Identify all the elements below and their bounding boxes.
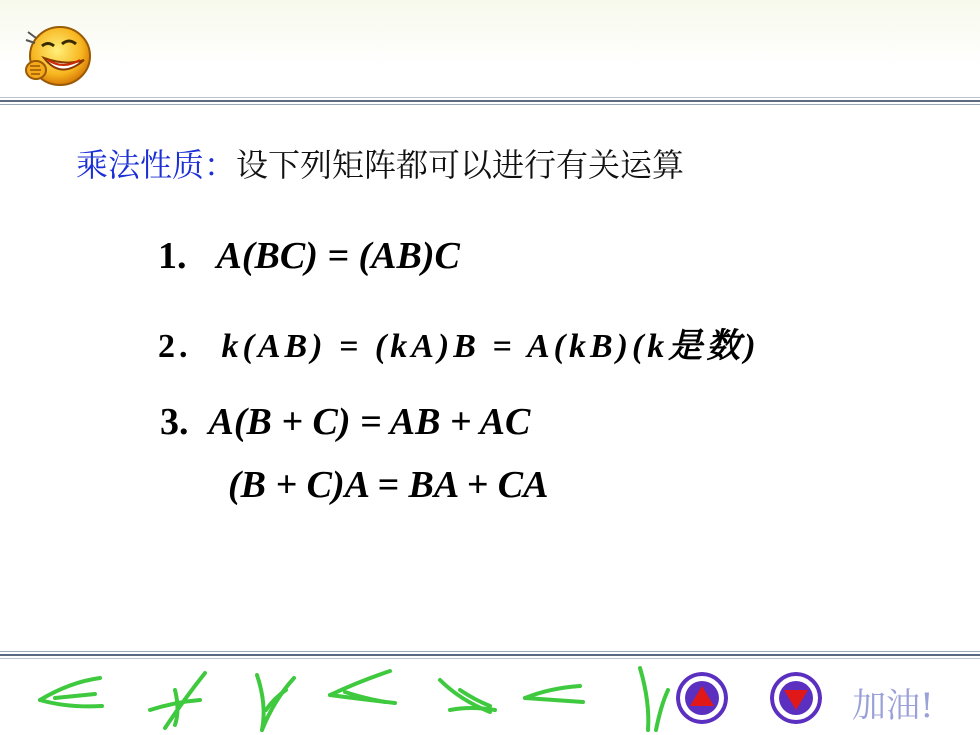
previous-slide-button[interactable]: [676, 672, 728, 724]
property-1: [158, 234, 460, 278]
property-3b: [228, 463, 549, 507]
property-formula: A(BC) = (AB)C: [216, 235, 460, 277]
header-rule: [0, 100, 980, 102]
heading-description: 设下列矩阵都可以进行有关运算: [236, 146, 685, 184]
smiley-emoji-icon: [22, 22, 92, 88]
cheer-text: 加油!: [852, 686, 934, 726]
heading-topic: 乘法性质：: [76, 146, 237, 184]
property-3: [160, 400, 530, 444]
top-band: [0, 0, 980, 96]
property-number: 3.: [160, 401, 189, 443]
property-number: 2.: [158, 328, 192, 365]
next-slide-button[interactable]: [770, 672, 822, 724]
property-2: [158, 318, 760, 367]
header-rule-light: [0, 97, 980, 98]
leaf-decoration: [0, 650, 700, 735]
property-number: 1.: [158, 235, 187, 277]
property-formula: (B + C)A = BA + CA: [228, 464, 549, 506]
slide-heading: [76, 143, 684, 187]
property-formula: A(B + C) = AB + AC: [208, 401, 531, 443]
header-rule-thin: [0, 104, 980, 105]
property-formula: k(AB) = (kA)B = A(kB)(k是数): [221, 328, 760, 365]
